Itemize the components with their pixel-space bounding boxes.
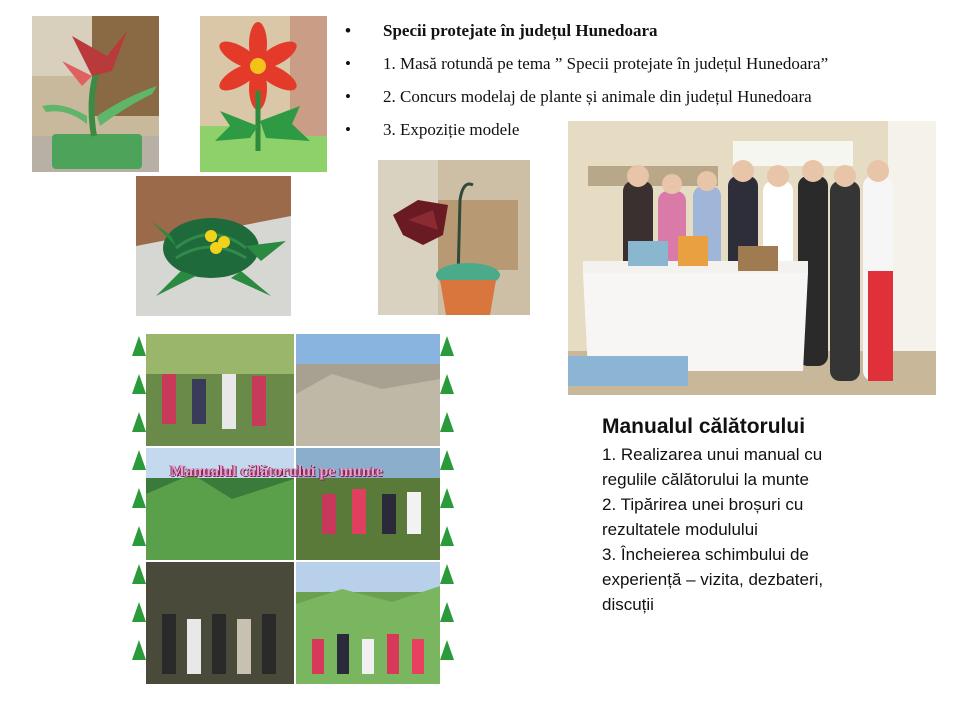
list-item xyxy=(345,14,955,47)
list-item-text: 1. Masă rotundă pe tema ” Specii protejate în județul Hunedoara” xyxy=(383,54,829,73)
list-item xyxy=(345,113,955,146)
bullet-marker: • xyxy=(345,21,351,40)
collage-caption: Manualul călătorului pe munte xyxy=(170,463,383,480)
manual-title: Manualul călătorului xyxy=(602,415,806,438)
manual-line: rezultatele modulului xyxy=(602,520,758,539)
mountain-trip-collage xyxy=(132,334,454,684)
origami-turtle-photo xyxy=(136,176,291,316)
bullet-marker: • xyxy=(345,120,351,139)
bullet-marker: • xyxy=(345,54,351,73)
origami-lily-photo xyxy=(32,16,159,172)
list-item-text: 2. Concurs modelaj de plante și animale din județul Hunedoara xyxy=(383,87,812,106)
manual-line: 1. Realizarea unui manual cu xyxy=(602,445,823,464)
list-item-text: Specii protejate în județul Hunedoara xyxy=(383,21,658,40)
bullet-marker: • xyxy=(345,87,351,106)
manual-line: 3. Încheierea schimbului de xyxy=(602,545,809,564)
manual-line: regulile călătorului la munte xyxy=(602,470,809,489)
list-item xyxy=(345,80,955,113)
manual-section xyxy=(602,412,952,617)
list-item-text: 3. Expoziție modele xyxy=(383,120,520,139)
students-exhibition-photo xyxy=(568,121,936,395)
list-item xyxy=(345,47,955,80)
activity-list xyxy=(345,14,955,146)
manual-line: 2. Tipărirea unei broșuri cu xyxy=(602,495,804,514)
manual-line: discuții xyxy=(602,595,654,614)
origami-red-flower-photo xyxy=(200,16,327,172)
manual-line: experiență – vizita, dezbateri, xyxy=(602,570,824,589)
origami-dark-flower-pot-photo xyxy=(378,160,530,315)
